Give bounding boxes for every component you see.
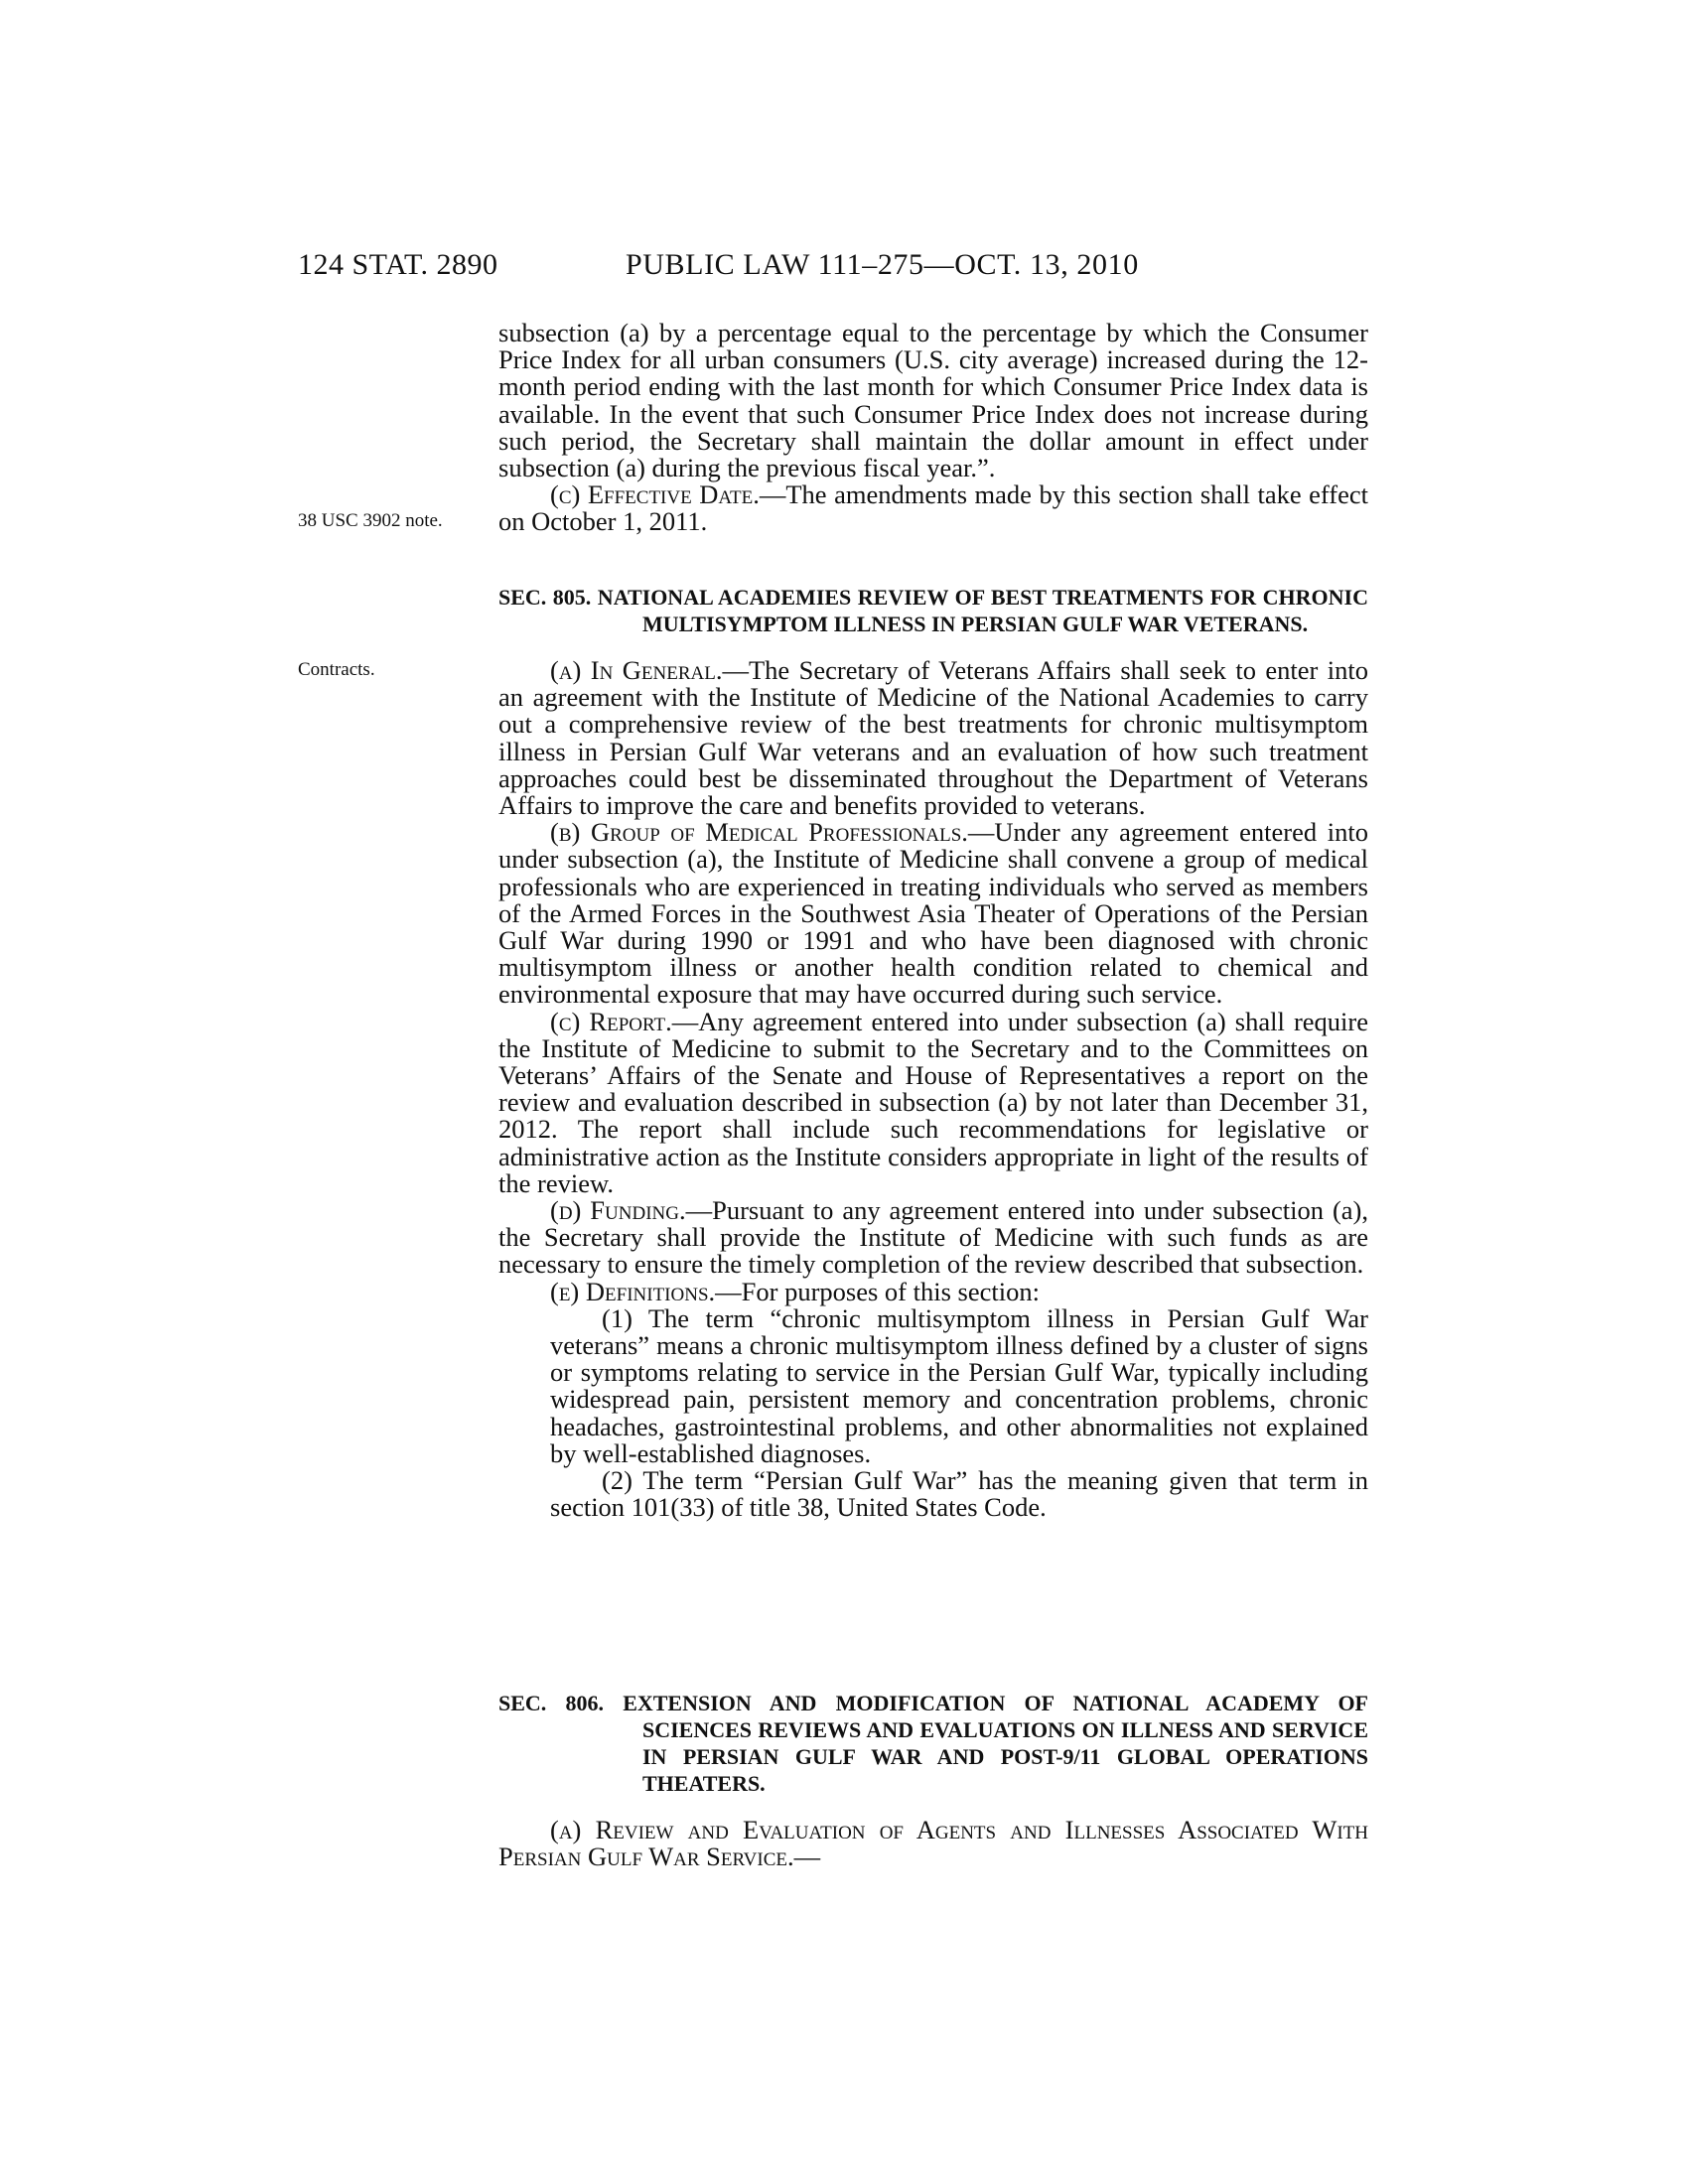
sec805-b-text: —Under any agreement entered into under subsection (a), the Institute of Medicine shall convene a group of medical professionals who are experienced in treating individuals who served as members of the Armed Forces in the Southwest Asia Theater of Operations of the Persian Gulf War during 1990 or 1991 and who have been diagnosed with chronic multisymptom illness or another health condition related to chemical and environmental exposure that may have occurred during such service. [498,817,1368,1010]
sec805-e-text: —For purposes of this section: [715,1276,1040,1306]
sec805-e [498,1276,1368,1306]
sec805-a [498,657,1368,819]
sec805-e-label: (e) Definitions. [550,1276,716,1306]
sec805-e-item-2: (2) The term “Persian Gulf War” has the meaning given that term in section 101(33) of title 38, United States Code. [550,1465,1368,1523]
sec805-c-text: —Any agreement entered into under subsection (a) shall require the Institute of Medicine to submit to the Secretary and to the Committees on Veterans’ Affairs of the Senate and House of Representatives a report on the review and evaluation described in subsection (a) by not later than December 31, 2012. The report shall include such recommendations for legislative or administrative action as the Institute considers appropriate in light of the results of the review. [498,1006,1368,1198]
effective-date-label: (c) Effective Date. [550,479,760,510]
effective-date-text: —The amendments made by this section shall take effect on October 1, 2011. [498,479,1368,537]
sec805-e-item-1: (1) The term “chronic multisymptom illness in Persian Gulf War veterans” means a chronic multisymptom illness defined by a cluster of signs or symptoms relating to service in the Persian Gulf War, typically including widespread pain, persistent memory and concentration problems, chronic headaches, gastrointestinal problems, and other abnormalities not explained by well-established diagnoses. [550,1302,1368,1468]
sec805-d [498,1197,1368,1279]
sec806-heading: SEC. 806. EXTENSION AND MODIFICATION OF NATIONAL ACADEMY OF SCIENCES REVIEWS AND EVALUATIONS ON ILLNESS AND SERVICE IN PERSIAN GULF WAR AND POST-9/11 GLOBAL OPERATIONS THEATERS. [498,1691,1368,1796]
public-law-title: PUBLIC LAW 111–275—OCT. 13, 2010 [626,248,1139,281]
sec805-b-label: (b) Group of Medical Professionals. [550,817,968,848]
sec805-a-text: —The Secretary of Veterans Affairs shall seek to enter into an agreement with the Institute of Medicine of the National Academies to carry out a comprehensive review of the best treatments for chronic multisymptom illness in Persian Gulf War veterans and an evaluation of how such treatment approaches could best be disseminated throughout the Department of Veterans Affairs to improve the care and benefits provided to veterans. [498,655,1368,821]
continuation-paragraph: subsection (a) by a percentage equal to the percentage by which the Consumer Price Index for all urban consumers (U.S. city average) increased during the 12-month period ending with the last month for which Consumer Price Index data is available. In the event that such Consumer Price Index does not increase during such period, the Secretary shall maintain the dollar amount in effect under subsection (a) during the previous fiscal year.”. [498,318,1368,483]
sec806-a-text: — [793,1842,821,1872]
sec805-heading: SEC. 805. NATIONAL ACADEMIES REVIEW OF BEST TREATMENTS FOR CHRONIC MULTISYMPTOM ILLNESS IN PERSIAN GULF WAR VETERANS. [498,585,1368,636]
sec805-body [498,657,1368,1522]
sec806-a-label: (a) Review and Evaluation of Agents and Illnesses Associated With Persian Gulf War Service. [498,1815,1368,1872]
sec805-c-label: (c) Report. [550,1006,672,1036]
sec805-d-label: (d) Funding. [550,1195,686,1226]
sec806-a [498,1817,1368,1870]
statute-page-number: 124 STAT. 2890 [298,248,498,281]
sec806-heading-block [498,1690,1368,1797]
text-block-top [498,320,1368,536]
sec805-b [498,819,1368,1008]
margin-note-contracts: Contracts. [298,659,375,680]
sec805-c [498,1006,1368,1198]
sec805-d-text: —Pursuant to any agreement entered into under subsection (a), the Secretary shall provide the Institute of Medicine with such funds as are necessary to ensure the timely completion of the review described that subsection. [498,1195,1368,1280]
margin-note-usc: 38 USC 3902 note. [298,510,443,531]
sec805-a-label: (a) In General. [550,655,723,685]
sec805-heading-block [498,584,1368,637]
effective-date-paragraph [498,481,1368,535]
page-header [298,248,1390,288]
sec806-body [498,1817,1368,1870]
